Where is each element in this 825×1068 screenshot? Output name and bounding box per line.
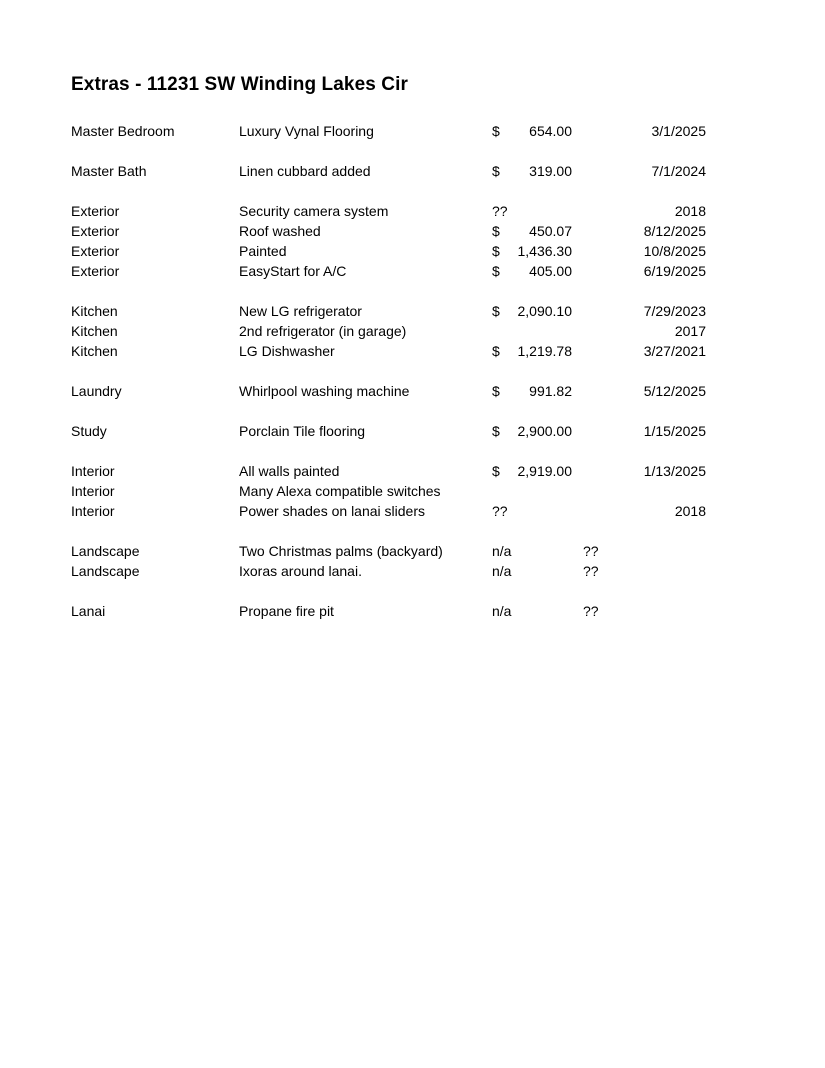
- date-cell: 7/29/2023: [643, 303, 706, 319]
- table-row: [71, 501, 771, 521]
- amount-value: 450.07: [529, 223, 572, 239]
- amount-value: 2,090.10: [517, 303, 572, 319]
- amount-cell: [492, 561, 572, 581]
- table-row: [71, 341, 771, 361]
- description-cell: Ixoras around lanai.: [239, 563, 362, 579]
- amount-cell: [492, 241, 572, 261]
- currency-symbol: $: [492, 383, 500, 399]
- currency-symbol: $: [492, 163, 500, 179]
- amount-cell: [492, 381, 572, 401]
- currency-symbol: $: [492, 123, 500, 139]
- amount-cell: [492, 121, 572, 141]
- currency-symbol: n/a: [492, 603, 512, 619]
- amount-value: 405.00: [529, 263, 572, 279]
- location-cell: Study: [71, 423, 107, 439]
- table-row: [71, 201, 771, 221]
- location-cell: Exterior: [71, 203, 120, 219]
- description-cell: EasyStart for A/C: [239, 263, 347, 279]
- amount-cell: [492, 221, 572, 241]
- spacer-row: [71, 441, 771, 461]
- location-cell: Kitchen: [71, 303, 118, 319]
- location-cell: Landscape: [71, 563, 140, 579]
- date-cell: 3/1/2025: [651, 123, 706, 139]
- location-cell: Interior: [71, 463, 115, 479]
- description-cell: LG Dishwasher: [239, 343, 335, 359]
- spacer-row: [71, 141, 771, 161]
- amount-value: 654.00: [529, 123, 572, 139]
- table-row: [71, 481, 771, 501]
- amount-value: 2,919.00: [517, 463, 572, 479]
- date-cell: ??: [583, 603, 599, 619]
- currency-symbol: $: [492, 223, 500, 239]
- location-cell: Kitchen: [71, 323, 118, 339]
- currency-symbol: ??: [492, 503, 508, 519]
- amount-cell: [492, 421, 572, 441]
- description-cell: 2nd refrigerator (in garage): [239, 323, 407, 339]
- date-cell: 2018: [674, 203, 706, 219]
- amount-cell: [492, 301, 572, 321]
- table-row: [71, 261, 771, 281]
- location-cell: Landscape: [71, 543, 140, 559]
- amount-cell: [492, 201, 572, 221]
- currency-symbol: $: [492, 243, 500, 259]
- description-cell: Roof washed: [239, 223, 321, 239]
- spacer-row: [71, 181, 771, 201]
- spacer-row: [71, 281, 771, 301]
- description-cell: Security camera system: [239, 203, 389, 219]
- currency-symbol: n/a: [492, 543, 512, 559]
- table-row: [71, 161, 771, 181]
- description-cell: Power shades on lanai sliders: [239, 503, 425, 519]
- spacer-row: [71, 361, 771, 381]
- location-cell: Master Bath: [71, 163, 147, 179]
- table-row: [71, 601, 771, 621]
- extras-table: [71, 121, 771, 621]
- description-cell: Many Alexa compatible switches: [239, 483, 441, 499]
- table-row: [71, 301, 771, 321]
- location-cell: Lanai: [71, 603, 106, 619]
- location-cell: Kitchen: [71, 343, 118, 359]
- description-cell: Whirlpool washing machine: [239, 383, 410, 399]
- spacer-row: [71, 521, 771, 541]
- date-cell: 10/8/2025: [643, 243, 706, 259]
- date-cell: 6/19/2025: [643, 263, 706, 279]
- description-cell: Propane fire pit: [239, 603, 334, 619]
- amount-value: 991.82: [529, 383, 572, 399]
- document-title: Extras - 11231 SW Winding Lakes Cir: [71, 74, 409, 95]
- date-cell: 7/1/2024: [651, 163, 706, 179]
- table-row: [71, 541, 771, 561]
- location-cell: Laundry: [71, 383, 122, 399]
- amount-value: 1,436.30: [517, 243, 572, 259]
- location-cell: Exterior: [71, 263, 120, 279]
- description-cell: Porclain Tile flooring: [239, 423, 366, 439]
- date-cell: ??: [583, 543, 599, 559]
- amount-value: 2,900.00: [517, 423, 572, 439]
- amount-cell: [492, 341, 572, 361]
- date-cell: 2017: [674, 323, 706, 339]
- currency-symbol: ??: [492, 203, 508, 219]
- table-row: [71, 421, 771, 441]
- location-cell: Interior: [71, 483, 115, 499]
- table-row: [71, 321, 771, 341]
- amount-cell: [492, 501, 572, 521]
- amount-value: 1,219.78: [517, 343, 572, 359]
- amount-cell: [492, 541, 572, 561]
- description-cell: Linen cubbard added: [239, 163, 371, 179]
- amount-cell: [492, 601, 572, 621]
- amount-cell: [492, 261, 572, 281]
- date-cell: 1/13/2025: [643, 463, 706, 479]
- description-cell: Two Christmas palms (backyard): [239, 543, 443, 559]
- table-row: [71, 381, 771, 401]
- currency-symbol: $: [492, 263, 500, 279]
- location-cell: Interior: [71, 503, 115, 519]
- date-cell: 3/27/2021: [643, 343, 706, 359]
- date-cell: ??: [583, 563, 599, 579]
- location-cell: Exterior: [71, 223, 120, 239]
- amount-cell: [492, 461, 572, 481]
- table-row: [71, 561, 771, 581]
- currency-symbol: n/a: [492, 563, 512, 579]
- amount-cell: [492, 161, 572, 181]
- currency-symbol: $: [492, 463, 500, 479]
- amount-value: 319.00: [529, 163, 572, 179]
- table-row: [71, 121, 771, 141]
- description-cell: Luxury Vynal Flooring: [239, 123, 374, 139]
- currency-symbol: $: [492, 343, 500, 359]
- location-cell: Exterior: [71, 243, 120, 259]
- spacer-row: [71, 401, 771, 421]
- description-cell: All walls painted: [239, 463, 340, 479]
- description-cell: New LG refrigerator: [239, 303, 362, 319]
- table-row: [71, 221, 771, 241]
- location-cell: Master Bedroom: [71, 123, 175, 139]
- currency-symbol: $: [492, 303, 500, 319]
- date-cell: 8/12/2025: [643, 223, 706, 239]
- description-cell: Painted: [239, 243, 287, 259]
- currency-symbol: $: [492, 423, 500, 439]
- date-cell: 1/15/2025: [643, 423, 706, 439]
- date-cell: 2018: [674, 503, 706, 519]
- table-row: [71, 241, 771, 261]
- table-row: [71, 461, 771, 481]
- spacer-row: [71, 581, 771, 601]
- date-cell: 5/12/2025: [643, 383, 706, 399]
